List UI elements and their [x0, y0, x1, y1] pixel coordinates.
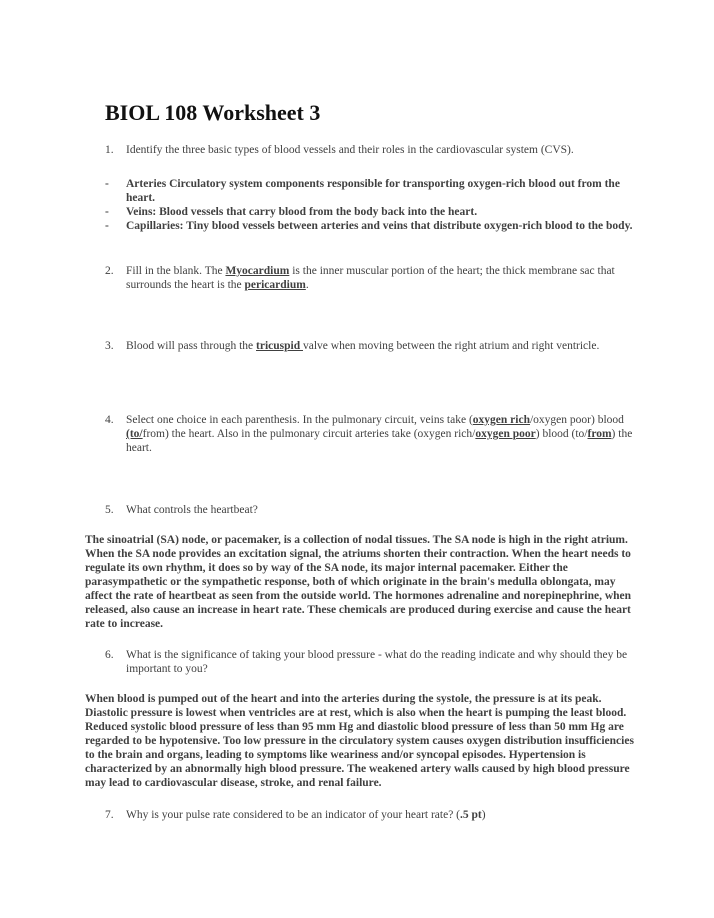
- question-number: 7.: [105, 809, 114, 821]
- question-number: 1.: [105, 144, 114, 156]
- answer-bullet-capillaries: [105, 219, 645, 233]
- question-text: [126, 264, 645, 292]
- question-4: [105, 413, 645, 455]
- question-text-part: ) the heart.: [126, 428, 633, 454]
- blank-answer-pericardium: pericardium: [244, 279, 306, 291]
- answer-bullet-veins: [105, 205, 645, 219]
- question-7: [105, 808, 645, 822]
- question-number: 6.: [105, 649, 114, 661]
- bullet-dash: -: [105, 206, 109, 218]
- answer-bullet-arteries: [105, 177, 645, 205]
- question-text-part: .: [305, 279, 309, 291]
- choice-answer-4: from: [587, 428, 612, 440]
- question-text: What controls the heartbeat?: [126, 504, 258, 516]
- choice-answer-3: oxygen poor: [475, 428, 536, 440]
- question-text-part: is the inner muscular portion of the heart; the thick membrane sac that surrounds the heart is the: [126, 265, 615, 291]
- question-number: 4.: [105, 414, 114, 426]
- question-text-part: Blood will pass through the: [126, 340, 257, 352]
- question-text-part: /oxygen poor) blood: [529, 414, 624, 426]
- blank-answer-tricuspid: tricuspid: [256, 340, 303, 352]
- question-text: Identify the three basic types of blood vessels and their roles in the cardiovascular system (CVS).: [126, 144, 574, 156]
- question-text-part: Why is your pulse rate considered to be an indicator of your heart rate? (: [126, 809, 461, 821]
- question-text-part: valve when moving between the right atrium and right ventricle.: [302, 340, 600, 352]
- page-title: BIOL 108 Worksheet 3: [105, 100, 321, 125]
- answer-6: When blood is pumped out of the heart and into the arteries during the systole, the pressure is at its peak. Diastolic pressure is lowest when ventricles are at rest, which is also when the heart is pumping the least blood. Reduced systolic blood pressure of less than 95 mm Hg and diastolic blood pressure of less than 50 mm Hg are regarded to be hypotensive. Too low pressure in the circulatory system causes oxygen distribution insufficiencies to the brain and organs, leading to symptoms like weariness and/or syncopal episodes. Hypertension is characterized by an abnormally high blood pressure. The weakened artery walls caused by high blood pressure may lead to cardiovascular disease, stroke, and renal failure.: [85, 693, 634, 789]
- choice-answer-2: (to/: [126, 428, 143, 440]
- blank-answer-myocardium: Myocardium: [225, 265, 290, 277]
- bullet-dash: -: [105, 178, 109, 190]
- question-text: What is the significance of taking your blood pressure - what do the reading indicate and why should they be important to you?: [126, 649, 628, 675]
- question-text: [126, 339, 645, 353]
- question-text-part: ) blood (to/: [535, 428, 588, 440]
- question-2: [105, 264, 645, 292]
- choice-answer-1: oxygen rich: [472, 414, 530, 426]
- question-text: [126, 808, 645, 822]
- bullet-dash: -: [105, 220, 109, 232]
- question-number: 5.: [105, 504, 114, 516]
- question-1: [105, 143, 645, 157]
- question-number: 2.: [105, 265, 114, 277]
- question-text-part: from) the heart. Also in the pulmonary circuit arteries take (oxygen rich/: [142, 428, 476, 440]
- question-text-part: Fill in the blank. The: [126, 265, 226, 277]
- question-5: [105, 503, 645, 517]
- question-number: 3.: [105, 340, 114, 352]
- points-label: .5 pt: [460, 809, 482, 821]
- bullet-text: Veins: Blood vessels that carry blood from the body back into the heart.: [126, 206, 478, 218]
- bullet-text: Arteries Circulatory system components responsible for transporting oxygen-rich blood out from the heart.: [126, 178, 620, 204]
- question-text-part: Select one choice in each parenthesis. In the pulmonary circuit, veins take (: [126, 414, 473, 426]
- answer-5: The sinoatrial (SA) node, or pacemaker, is a collection of nodal tissues. The SA node is high in the right atrium. When the SA node provides an excitation signal, the atriums shorten their contraction. When the heart needs to regulate its own rhythm, it does so by way of the SA node, its major internal pacemaker. Either the parasympathetic or the sympathetic response, both of which originate in the brain's medulla oblongata, may affect the rate of heartbeat as seen from the outside world. The hormones adrenaline and norepinephrine, when released, also cause an increase in heart rate. These chemicals are produced during exercise and cause the heart rate to increase.: [85, 534, 632, 630]
- question-6: [105, 648, 645, 676]
- question-text: [126, 413, 645, 455]
- question-3: [105, 339, 645, 353]
- bullet-text: Capillaries: Tiny blood vessels between arteries and veins that distribute oxygen-rich blood to the body.: [126, 220, 633, 232]
- question-text-part: ): [481, 809, 486, 821]
